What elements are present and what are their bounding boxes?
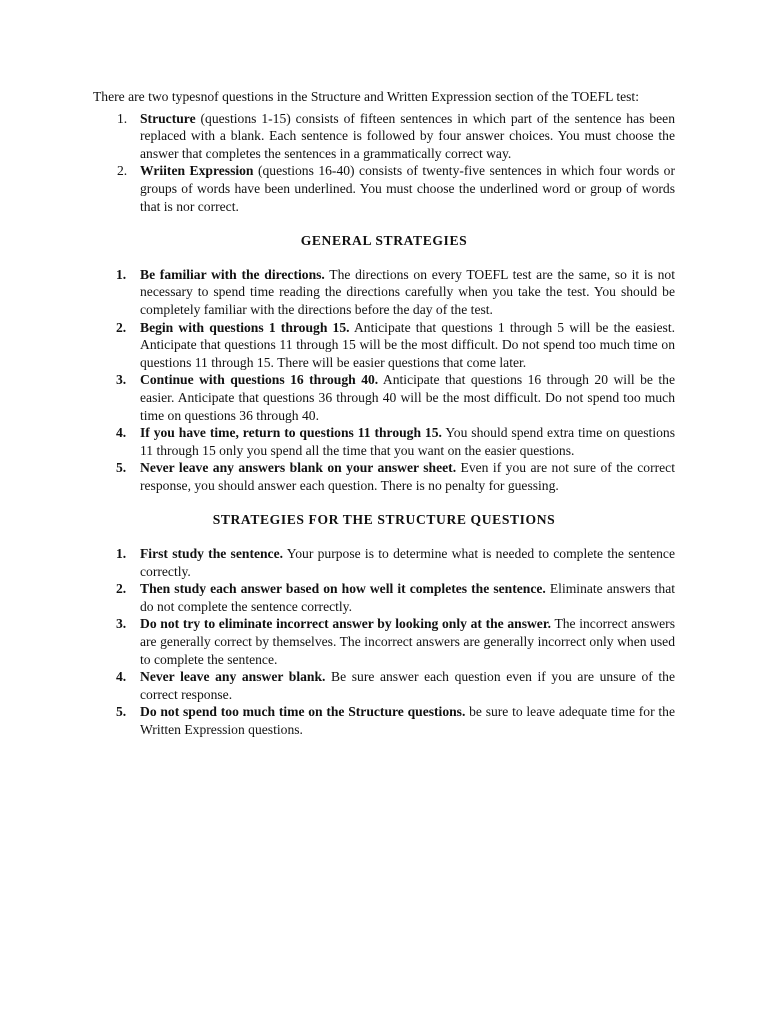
item-text: Anticipate that questions 1 through 5 will be the easiest. Anticipate that questions 11 through 15 will be the most difficult. Do not spend too much time on questions 11 through 15. There will be easier questions that come later. [140,319,675,370]
list-item-general-5 [93,459,675,494]
item-text: Even if you are not sure of the correct response, you should answer each question. There is no penalty for guessing. [140,460,675,493]
item-text: You should spend extra time on questions 11 through 15 only you spend all the time that you want on the easier questions. [140,425,675,458]
list-number: 1. [117,110,128,126]
intro-paragraph: There are two typesnof questions in the Structure and Written Expression section of the TOEFL test: [93,89,639,104]
list-number: 4. [116,425,127,441]
list-number: 5. [116,460,127,476]
list-number: 2. [117,163,128,179]
list-number: 2. [116,319,127,335]
list-number: 5. [116,704,127,720]
list-item-structure-4 [93,668,675,703]
list-number: 3. [116,372,127,388]
list-item-structure-5 [93,703,675,738]
list-item-type-2 [93,162,675,215]
list-number: 1. [116,546,127,562]
item-title: Structure [140,110,196,126]
item-title: Never leave any answers blank on your answer sheet. [140,460,457,476]
list-item-type-1 [93,110,675,163]
structure-strategies-heading: STRATEGIES FOR THE STRUCTURE QUESTIONS [212,512,556,528]
list-number: 4. [116,669,127,685]
list-item-general-4 [93,424,675,459]
list-number: 1. [116,266,127,282]
item-title: First study the sentence. [140,546,284,562]
item-text: Eliminate answers that do not complete the sentence correctly. [140,581,676,614]
list-item-structure-2 [93,580,675,615]
item-title: If you have time, return to questions 11 through 15. [140,425,442,441]
structure-strategies-list [93,545,675,739]
item-text: be sure to leave adequate time for the Written Expression questions. [140,704,675,737]
item-title: Wriiten Expression [140,163,254,179]
item-title: Then study each answer based on how well it completes the sentence. [140,581,546,597]
item-text: Your purpose is to determine what is needed to complete the sentence correctly. [140,546,675,579]
item-title: Be familiar with the directions. [140,266,325,282]
item-text: Anticipate that questions 16 through 20 will be the easier. Anticipate that questions 36 through 40 will be the most difficult. Do not spend too much time on questions 36 through 40. [140,372,675,423]
list-item-general-2 [93,319,675,372]
item-title: Do not spend too much time on the Structure questions. [140,704,466,720]
item-text: The directions on every TOEFL test are the same, so it is not necessary to spend time reading the directions carefully when you take the test. You should be completely familiar with the directions before the day of the test. [140,266,675,317]
list-item-general-1 [93,266,675,319]
document-page [93,88,675,739]
item-text: (questions 16-40) consists of twenty-five sentences in which four words or groups of words have been underlined. You must choose the underlined word or group of words that is nor correct. [140,163,675,214]
list-item-structure-3 [93,615,675,668]
item-title: Never leave any answer blank. [140,669,326,685]
item-text: The incorrect answers are generally correct by themselves. The incorrect answers are generally incorrect only when used to complete the sentence. [140,616,675,667]
list-item-structure-1 [93,545,675,580]
general-strategies-list [93,266,675,495]
question-types-list [93,110,675,216]
item-title: Do not try to eliminate incorrect answer by looking only at the answer. [140,616,552,632]
list-number: 2. [116,581,127,597]
item-text: (questions 1-15) consists of fifteen sentences in which part of the sentence has been replaced with a blank. Each sentence is followed by four answer choices. You must choose the answer that completes the sentences in a grammatically correct way. [140,110,675,161]
item-title: Continue with questions 16 through 40. [140,372,379,388]
item-title: Begin with questions 1 through 15. [140,319,350,335]
list-number: 3. [116,616,127,632]
list-item-general-3 [93,371,675,424]
general-strategies-heading: GENERAL STRATEGIES [300,233,468,249]
item-text: Be sure answer each question even if you are unsure of the correct response. [140,669,675,702]
